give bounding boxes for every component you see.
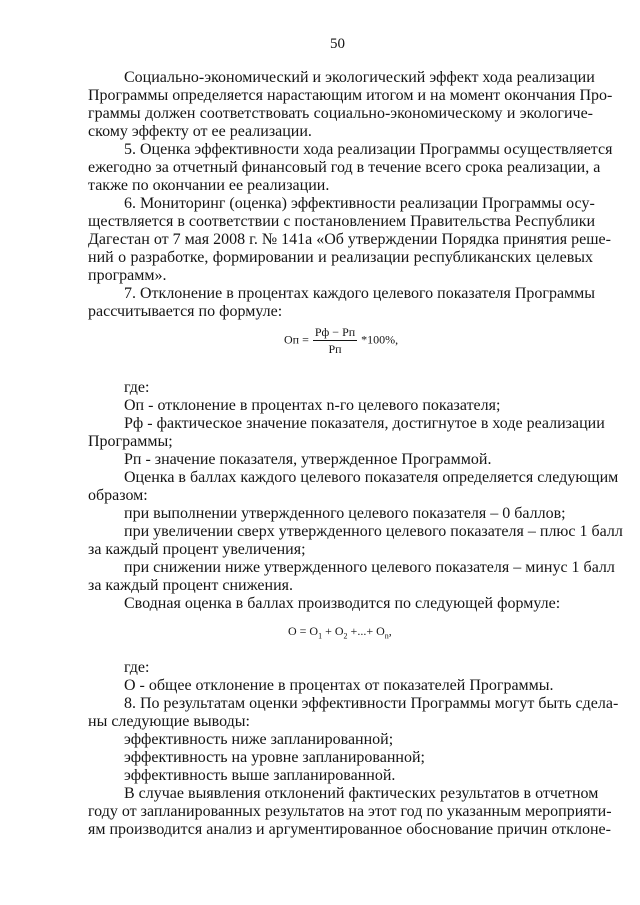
paragraph-line: ществляется в соответствии с постановлением Правительства Республики xyxy=(88,213,596,230)
paragraph-line: Сводная оценка в баллах производится по следующей формуле: xyxy=(124,595,561,612)
formula-numerator: Рф − Рп xyxy=(314,325,356,339)
paragraph-line: 7. Отклонение в процентах каждого целевого показателя Программы xyxy=(124,285,596,302)
paragraph-line: году от запланированных результатов на этот год по указанным мероприяти- xyxy=(88,803,612,820)
formula2-sub-1: 1 xyxy=(318,631,323,641)
paragraph-line: 5. Оценка эффективности хода реализации Программы осуществляется xyxy=(124,141,613,158)
paragraph-line: В случае выявления отклонений фактических результатов в отчетном xyxy=(124,785,599,802)
formula-tail: *100%, xyxy=(361,332,399,347)
summary-formula xyxy=(288,624,392,640)
paragraph-line: Оценка в баллах каждого целевого показателя определяется следующим xyxy=(124,469,619,486)
formula-fraction xyxy=(313,325,357,356)
paragraph-line: О - общее отклонение в процентах от показателей Программы. xyxy=(124,677,554,694)
paragraph-line: за каждый процент снижения. xyxy=(88,577,293,594)
paragraph-line: где: xyxy=(124,659,150,676)
paragraph-line: Дагестан от 7 мая 2008 г. № 141а «Об утверждении Порядка принятия реше- xyxy=(88,231,611,248)
paragraph-line: Оп - отклонение в процентах n-го целевого показателя; xyxy=(124,397,501,414)
formula2-sub-2: 2 xyxy=(343,631,348,641)
paragraph-line: эффективность на уровне запланированной; xyxy=(124,749,425,766)
paragraph-line: образом: xyxy=(88,487,148,504)
formula2-plus-1: + О xyxy=(322,624,344,638)
paragraph-line: 8. По результатам оценки эффективности Программы могут быть сдела- xyxy=(124,695,619,712)
paragraph-line: ны следующие выводы: xyxy=(88,713,250,730)
paragraph-line: Рп - значение показателя, утвержденное Программой. xyxy=(124,451,492,468)
formula-denominator: Рп xyxy=(328,342,342,356)
formula-lhs: Оп = xyxy=(284,332,309,347)
formula2-tail: , xyxy=(388,624,392,638)
paragraph-line: 6. Мониторинг (оценка) эффективности реализации Программы осу- xyxy=(124,195,595,212)
paragraph-line: при снижении ниже утвержденного целевого показателя – минус 1 балл xyxy=(124,559,615,576)
paragraph-line: также по окончании ее реализации. xyxy=(88,177,330,194)
paragraph-line: при выполнении утвержденного целевого показателя – 0 баллов; xyxy=(124,505,566,522)
paragraph-line: Программы определяется нарастающим итогом и на момент окончания Про- xyxy=(88,87,613,104)
paragraph-line: эффективность выше запланированной. xyxy=(124,767,396,784)
paragraph-line: ям производится анализ и аргументированное обоснование причин отклоне- xyxy=(88,821,611,838)
paragraph-line: Социально-экономический и экологический эффект хода реализации xyxy=(124,69,595,86)
deviation-formula xyxy=(284,325,398,356)
formula2-lhs: О = О xyxy=(288,624,319,638)
paragraph-line: рассчитывается по формуле: xyxy=(88,303,283,320)
paragraph-line: Программы; xyxy=(88,433,173,450)
formula2-plus-2: +...+ О xyxy=(347,624,385,638)
paragraph-line: граммы должен соответствовать социально-экономическому и экологиче- xyxy=(88,105,593,122)
formula2-sub-n: n xyxy=(384,631,389,641)
paragraph-line: при увеличении сверх утвержденного целевого показателя – плюс 1 балл xyxy=(124,523,623,540)
paragraph-line: где: xyxy=(124,379,150,396)
paragraph-line: ежегодно за отчетный финансовый год в течение всего срока реализации, а xyxy=(88,159,601,176)
paragraph-line: ний о разработке, формировании и реализации республиканских целевых xyxy=(88,249,593,266)
paragraph-line: эффективность ниже запланированной; xyxy=(124,731,394,748)
page-number: 50 xyxy=(330,36,345,52)
paragraph-line: за каждый процент увеличения; xyxy=(88,541,306,558)
paragraph-line: скому эффекту от ее реализации. xyxy=(88,123,312,140)
paragraph-line: программ». xyxy=(88,267,167,284)
paragraph-line: Рф - фактическое значение показателя, достигнутое в ходе реализации xyxy=(124,415,605,432)
